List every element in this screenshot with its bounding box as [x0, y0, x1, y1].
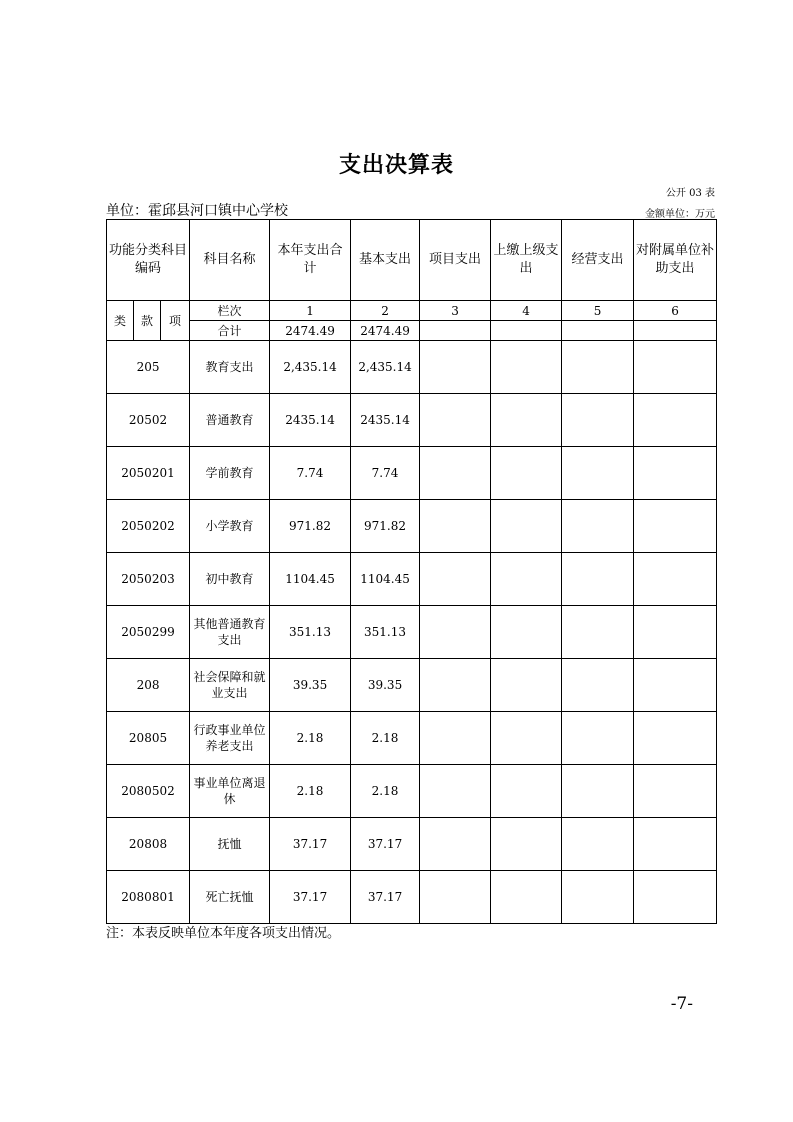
basic-amount: 971.82	[351, 500, 420, 553]
table-row	[107, 500, 717, 553]
empty-cell	[420, 500, 491, 553]
empty-cell	[634, 394, 717, 447]
empty-cell	[562, 659, 634, 712]
table-row	[107, 341, 717, 394]
empty-cell	[420, 553, 491, 606]
header-upper: 上缴上级支出	[491, 220, 562, 301]
column-number: 6	[634, 301, 717, 321]
empty-cell	[562, 818, 634, 871]
subject-code: 2050202	[107, 500, 190, 553]
total-amount: 2435.14	[270, 394, 351, 447]
subject-code: 2050299	[107, 606, 190, 659]
basic-amount: 2.18	[351, 765, 420, 818]
empty-cell	[420, 871, 491, 924]
table-note: 注：本表反映单位本年度各项支出情况。	[106, 926, 341, 941]
subject-code: 208	[107, 659, 190, 712]
total-amount: 2,435.14	[270, 341, 351, 394]
empty-cell	[491, 659, 562, 712]
subject-code: 20808	[107, 818, 190, 871]
money-unit: 金额单位：万元	[645, 209, 715, 220]
total-label: 合计	[190, 321, 270, 341]
empty-cell	[420, 606, 491, 659]
subject-name: 社会保障和就业支出	[190, 659, 270, 712]
empty-cell	[562, 341, 634, 394]
header-project: 项目支出	[420, 220, 491, 301]
empty-cell	[491, 818, 562, 871]
empty-cell	[420, 712, 491, 765]
header-subject-name: 科目名称	[190, 220, 270, 301]
total-amount: 7.74	[270, 447, 351, 500]
subject-code: 2050203	[107, 553, 190, 606]
subject-name: 小学教育	[190, 500, 270, 553]
empty-cell	[491, 712, 562, 765]
table-row	[107, 606, 717, 659]
basic-amount: 37.17	[351, 871, 420, 924]
empty-cell	[420, 341, 491, 394]
header-lei: 类	[107, 301, 134, 341]
empty-cell	[634, 606, 717, 659]
subject-name: 行政事业单位养老支出	[190, 712, 270, 765]
empty-cell	[562, 321, 634, 341]
total-amount: 1104.45	[270, 553, 351, 606]
empty-cell	[634, 500, 717, 553]
empty-cell	[491, 447, 562, 500]
empty-cell	[634, 553, 717, 606]
subject-code: 20805	[107, 712, 190, 765]
subject-code: 2050201	[107, 447, 190, 500]
subject-code: 20502	[107, 394, 190, 447]
total-amount: 2.18	[270, 765, 351, 818]
subject-name: 抚恤	[190, 818, 270, 871]
page-number: -7-	[670, 994, 693, 1014]
total-amount: 2.18	[270, 712, 351, 765]
form-number: 公开 03 表	[665, 188, 715, 199]
empty-cell	[491, 500, 562, 553]
total-basic: 2474.49	[351, 321, 420, 341]
empty-cell	[491, 606, 562, 659]
column-number: 4	[491, 301, 562, 321]
basic-amount: 39.35	[351, 659, 420, 712]
total-amount: 351.13	[270, 606, 351, 659]
column-number-label: 栏次	[190, 301, 270, 321]
empty-cell	[562, 606, 634, 659]
total-amount: 971.82	[270, 500, 351, 553]
subject-name: 初中教育	[190, 553, 270, 606]
empty-cell	[634, 712, 717, 765]
subject-code: 2080801	[107, 871, 190, 924]
empty-cell	[491, 321, 562, 341]
basic-amount: 2.18	[351, 712, 420, 765]
column-number: 2	[351, 301, 420, 321]
subject-name: 教育支出	[190, 341, 270, 394]
column-number: 5	[562, 301, 634, 321]
expenditure-table	[106, 219, 717, 924]
empty-cell	[491, 553, 562, 606]
column-number-row	[107, 301, 717, 321]
empty-cell	[420, 321, 491, 341]
empty-cell	[634, 765, 717, 818]
empty-cell	[634, 447, 717, 500]
empty-cell	[491, 765, 562, 818]
table-row	[107, 765, 717, 818]
header-total: 本年支出合计	[270, 220, 351, 301]
empty-cell	[562, 500, 634, 553]
subject-name: 事业单位离退休	[190, 765, 270, 818]
subject-code: 205	[107, 341, 190, 394]
empty-cell	[420, 765, 491, 818]
header-row	[107, 220, 717, 301]
total-amount: 39.35	[270, 659, 351, 712]
subject-code: 2080502	[107, 765, 190, 818]
empty-cell	[491, 394, 562, 447]
basic-amount: 1104.45	[351, 553, 420, 606]
basic-amount: 2,435.14	[351, 341, 420, 394]
total-amount: 2474.49	[270, 321, 351, 341]
empty-cell	[562, 394, 634, 447]
empty-cell	[420, 659, 491, 712]
total-amount: 37.17	[270, 871, 351, 924]
table-row	[107, 818, 717, 871]
empty-cell	[491, 341, 562, 394]
empty-cell	[634, 321, 717, 341]
column-number: 1	[270, 301, 351, 321]
table-row	[107, 553, 717, 606]
subject-name: 学前教育	[190, 447, 270, 500]
empty-cell	[491, 871, 562, 924]
empty-cell	[562, 553, 634, 606]
unit-label: 单位：霍邱县河口镇中心学校	[106, 203, 288, 219]
empty-cell	[420, 818, 491, 871]
basic-amount: 7.74	[351, 447, 420, 500]
subject-name: 普通教育	[190, 394, 270, 447]
header-business: 经营支出	[562, 220, 634, 301]
column-number: 3	[420, 301, 491, 321]
empty-cell	[562, 765, 634, 818]
empty-cell	[420, 394, 491, 447]
basic-amount: 351.13	[351, 606, 420, 659]
header-kuan: 款	[134, 301, 161, 341]
subject-name: 其他普通教育支出	[190, 606, 270, 659]
subject-name: 死亡抚恤	[190, 871, 270, 924]
empty-cell	[634, 871, 717, 924]
header-func-code: 功能分类科目编码	[107, 220, 190, 301]
basic-amount: 2435.14	[351, 394, 420, 447]
header-basic: 基本支出	[351, 220, 420, 301]
empty-cell	[562, 871, 634, 924]
header-subsidiary: 对附属单位补助支出	[634, 220, 717, 301]
header-xiang: 项	[161, 301, 190, 341]
empty-cell	[634, 818, 717, 871]
table-row	[107, 712, 717, 765]
table-row	[107, 447, 717, 500]
empty-cell	[634, 659, 717, 712]
table-row	[107, 394, 717, 447]
empty-cell	[562, 447, 634, 500]
total-amount: 37.17	[270, 818, 351, 871]
table-row	[107, 871, 717, 924]
table-row	[107, 659, 717, 712]
page-title: 支出决算表	[338, 153, 454, 178]
total-row	[107, 321, 717, 341]
basic-amount: 37.17	[351, 818, 420, 871]
empty-cell	[420, 447, 491, 500]
empty-cell	[562, 712, 634, 765]
empty-cell	[634, 341, 717, 394]
